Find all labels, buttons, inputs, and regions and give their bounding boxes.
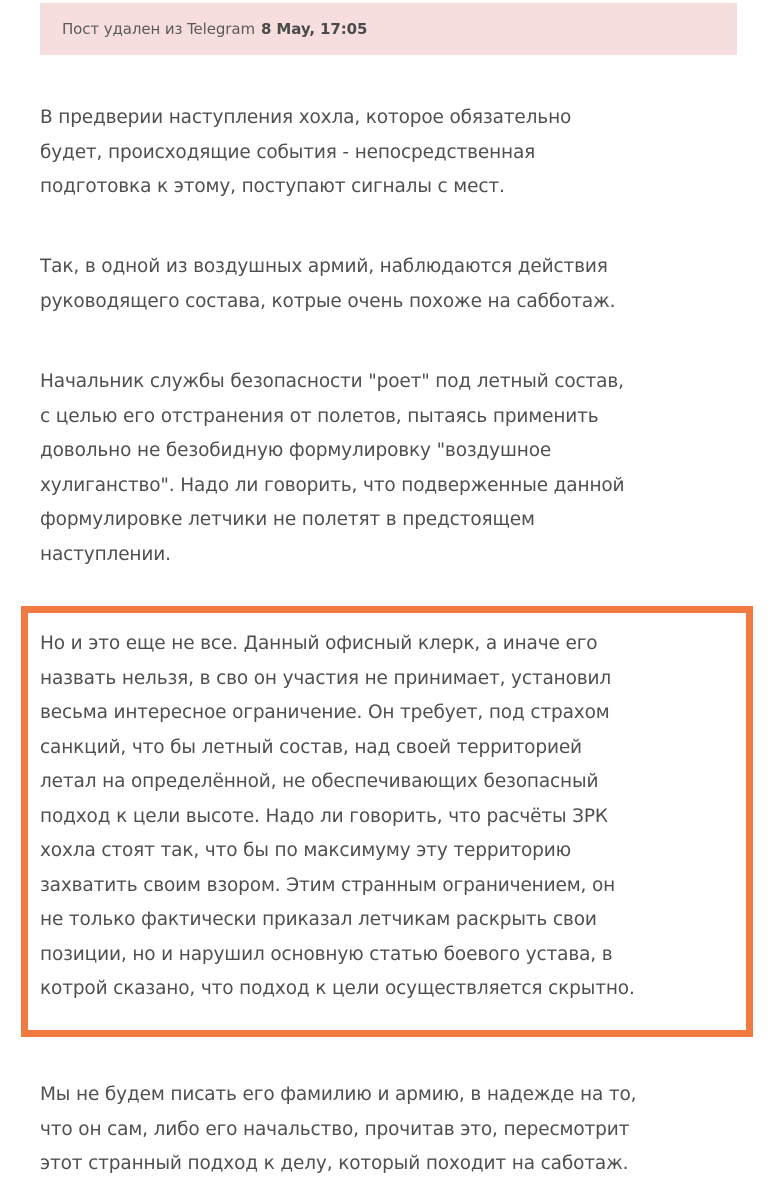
text-line: не только фактически приказал летчикам раскрыть свои <box>40 909 597 930</box>
text-line: В предверии наступления хохла, которое обязательно <box>40 107 572 128</box>
text-line: летал на определённой, не обеспечивающих безопасный <box>40 771 599 792</box>
text-line: котрой сказано, что подход к цели осуществляется скрытно. <box>40 978 635 999</box>
text-line: будет, происходящие события - непосредственная <box>40 141 536 163</box>
text-line: подготовка к этому, поступают сигналы с мест. <box>40 176 505 197</box>
paragraph-2 <box>40 250 615 319</box>
deleted-notice-text: Пост удален из Telegram <box>62 20 255 38</box>
text-line: Мы не будем писать его фамилию и армию, в надежде на то, <box>40 1084 637 1105</box>
text-line: руководящего состава, котрые очень похоже на сабботаж. <box>40 290 616 312</box>
text-line: назвать нельзя, в сво он участия не принимает, установил <box>40 667 612 689</box>
deleted-date: 8 May, 17:05 <box>260 20 368 38</box>
text-line: Начальник службы безопасности "роет" под летный состав, <box>40 371 624 392</box>
text-line: санкций, что бы летный состав, над своей территорией <box>40 736 582 758</box>
text-line: хулиганство". Надо ли говорить, что подверженные данной <box>40 474 625 496</box>
text-line: довольно не безобидную формулировку "воздушное <box>40 440 552 461</box>
text-line: весьма интересное ограничение. Он требует, под страхом <box>40 702 610 723</box>
text-line: что он сам, либо его начальство, прочитав это, пересмотрит <box>40 1118 630 1140</box>
text-line: захватить своим взором. Этим странным ограничением, он <box>40 874 616 896</box>
paragraph-5 <box>40 1078 636 1182</box>
paragraph-1 <box>40 101 571 205</box>
paragraph-3 <box>40 365 624 572</box>
text-line: формулировке летчики не полетят в предстоящем <box>40 509 535 530</box>
text-line: с целью его отстранения от полетов, пытаясь применить <box>40 405 599 427</box>
text-line: наступлении. <box>40 543 171 565</box>
text-line: этот странный подход к делу, который походит на саботаж. <box>40 1153 629 1174</box>
text-line: хохла стоят так, что бы по максимуму эту территорию <box>40 840 572 861</box>
text-line: подход к цели высоте. Надо ли говорить, что расчёты ЗРК <box>40 805 608 827</box>
text-line: Но и это еще не все. Данный офисный клерк, а иначе его <box>40 633 598 654</box>
text-line: Так, в одной из воздушных армий, наблюдаются действия <box>40 256 608 277</box>
text-line: позиции, но и нарушил основную статью боевого устава, в <box>40 943 613 965</box>
paragraph-4-highlighted <box>40 627 635 1007</box>
deleted-post-banner <box>40 3 737 55</box>
